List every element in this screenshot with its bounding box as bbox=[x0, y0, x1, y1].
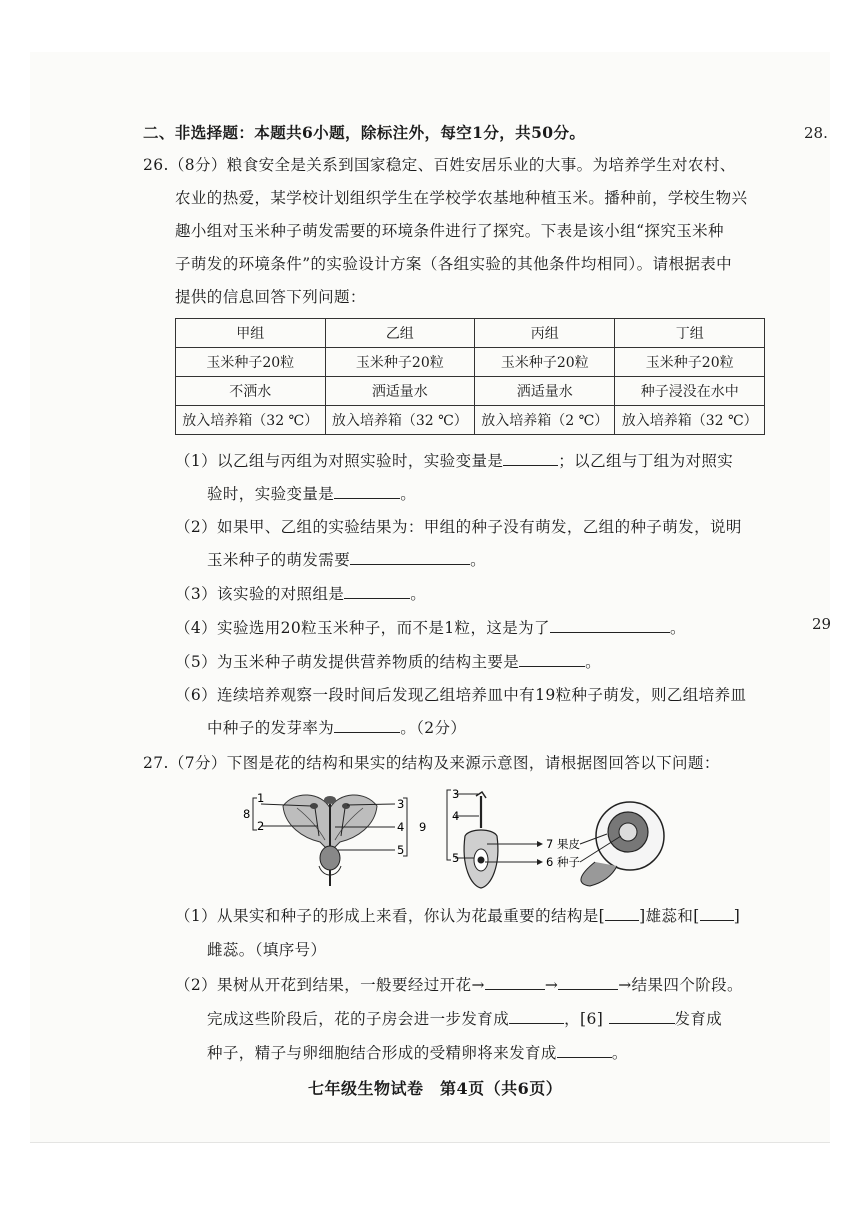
q26-intro-line-3: 趣小组对玉米种子萌发需要的环境条件进行了探究。下表是该小组“探究玉米种 bbox=[175, 222, 724, 240]
table-row bbox=[176, 377, 765, 406]
page-footer: 七年级生物试卷 第4页（共6页） bbox=[308, 1079, 563, 1098]
fig-label-3b: 3 bbox=[452, 787, 460, 801]
section-header: 二、非选择题：本题共6小题，除标注外，每空1分，共50分。 bbox=[143, 123, 586, 142]
table-cell: 放入培养箱（32 ℃） bbox=[325, 406, 475, 435]
answer-blank[interactable] bbox=[509, 1008, 564, 1025]
table-cell: 放入培养箱（2 ℃） bbox=[475, 406, 615, 435]
answer-blank[interactable] bbox=[605, 905, 639, 922]
q27-sub1-line1: （1）从果实和种子的形成上来看，你认为花最重要的结构是[ ]雄蕊和[ ] bbox=[175, 904, 740, 926]
answer-blank[interactable] bbox=[334, 483, 400, 500]
table-header-cell: 丙组 bbox=[475, 319, 615, 348]
q27-sub2-line1: （2）果树从开花到结果，一般要经过开花→ → →结果四个阶段。 bbox=[175, 973, 743, 995]
table-cell: 玉米种子20粒 bbox=[325, 348, 475, 377]
q26-sub6-line1: （6）连续培养观察一段时间后发现乙组培养皿中有19粒种子萌发，则乙组培养皿 bbox=[175, 686, 747, 704]
table-cell: 种子浸没在水中 bbox=[615, 377, 765, 406]
q27-sub2-line3: 种子，精子与卵细胞结合形成的受精卵将来发育成 。 bbox=[207, 1041, 628, 1063]
flower-illustration bbox=[283, 795, 377, 886]
answer-blank[interactable] bbox=[334, 717, 400, 734]
table-cell: 不洒水 bbox=[176, 377, 326, 406]
fig-label-4: 4 bbox=[397, 820, 405, 834]
q26-sub2-line2: 玉米种子的萌发需要 。 bbox=[207, 548, 486, 570]
fig-label-3: 3 bbox=[397, 797, 405, 811]
table-header-cell: 甲组 bbox=[176, 319, 326, 348]
table-cell: 洒适量水 bbox=[325, 377, 475, 406]
q27-sub1-line2: 雌蕊。（填序号） bbox=[207, 941, 327, 959]
q26-intro-line-1: 26.（8分）粮食安全是关系到国家稳定、百姓安居乐业的大事。为培养学生对农村、 bbox=[143, 156, 736, 174]
q26-sub5: （5）为玉米种子萌发提供营养物质的结构主要是 。 bbox=[175, 650, 601, 672]
table-header-row bbox=[176, 319, 765, 348]
q27-intro: 27.（7分）下图是花的结构和果实的结构及来源示意图，请根据图回答以下问题： bbox=[143, 754, 720, 772]
table-cell: 玉米种子20粒 bbox=[475, 348, 615, 377]
q26-sub2-line1: （2）如果甲、乙组的实验结果为：甲组的种子没有萌发，乙组的种子萌发，说明 bbox=[175, 518, 742, 536]
table-cell: 洒适量水 bbox=[475, 377, 615, 406]
fig-label-2: 2 bbox=[257, 819, 265, 833]
fig-label-5b: 5 bbox=[452, 851, 460, 865]
q26-intro-line-5: 提供的信息回答下列问题： bbox=[175, 288, 366, 306]
q26-sub3: （3）该实验的对照组是 。 bbox=[175, 582, 426, 604]
answer-blank[interactable] bbox=[557, 1042, 612, 1059]
q26-sub1-line2: 验时，实验变量是 。 bbox=[207, 482, 416, 504]
table-header-cell: 乙组 bbox=[325, 319, 475, 348]
flower-fruit-diagram bbox=[235, 786, 675, 890]
answer-blank[interactable] bbox=[350, 549, 470, 566]
experiment-table bbox=[175, 318, 765, 435]
fig-label-zhongzi: 种子 bbox=[557, 855, 580, 869]
answer-blank[interactable] bbox=[700, 905, 734, 922]
q27-sub2-line2: 完成这些阶段后，花的子房会进一步发育成 ，[6] 发育成 bbox=[207, 1007, 722, 1029]
table-cell: 放入培养箱（32 ℃） bbox=[615, 406, 765, 435]
table-cell: 放入培养箱（32 ℃） bbox=[176, 406, 326, 435]
table-row bbox=[176, 406, 765, 435]
fig-label-8: 8 bbox=[243, 807, 251, 821]
answer-blank[interactable] bbox=[550, 617, 670, 634]
table-cell: 玉米种子20粒 bbox=[176, 348, 326, 377]
fig-label-1: 1 bbox=[257, 791, 265, 805]
answer-blank[interactable] bbox=[485, 974, 545, 991]
answer-blank[interactable] bbox=[558, 974, 618, 991]
answer-blank[interactable] bbox=[519, 651, 585, 668]
q26-intro-line-4: 子萌发的环境条件”的实验设计方案（各组实验的其他条件均相同）。请根据表中 bbox=[175, 255, 733, 273]
q26-sub6-line2: 中种子的发芽率为 。（2分） bbox=[207, 716, 466, 738]
answer-blank[interactable] bbox=[609, 1008, 675, 1025]
fig-label-6: 6 bbox=[546, 855, 554, 869]
answer-blank[interactable] bbox=[503, 450, 558, 467]
table-cell: 玉米种子20粒 bbox=[615, 348, 765, 377]
answer-blank[interactable] bbox=[344, 583, 410, 600]
margin-mark-28: 28. bbox=[804, 124, 828, 142]
table-header-cell: 丁组 bbox=[615, 319, 765, 348]
q26-sub1-line1: （1）以乙组与丙组为对照实验时，实验变量是 ；以乙组与丁组为对照实 bbox=[175, 449, 733, 471]
fruit-illustration bbox=[581, 802, 664, 886]
q26-sub4: （4）实验选用20粒玉米种子，而不是1粒，这是为了 。 bbox=[175, 616, 686, 638]
margin-mark-29: 29 bbox=[812, 615, 832, 633]
fig-label-7: 7 bbox=[546, 837, 554, 851]
fig-label-guopi: 果皮 bbox=[557, 837, 580, 851]
fig-label-9: 9 bbox=[419, 820, 427, 834]
table-row bbox=[176, 348, 765, 377]
pistil-illustration bbox=[464, 792, 498, 888]
fig-label-5: 5 bbox=[397, 843, 405, 857]
fig-label-4b: 4 bbox=[452, 809, 460, 823]
q26-intro-line-2: 农业的热爱，某学校计划组织学生在学校学农基地种植玉米。播种前，学校生物兴 bbox=[175, 189, 748, 207]
